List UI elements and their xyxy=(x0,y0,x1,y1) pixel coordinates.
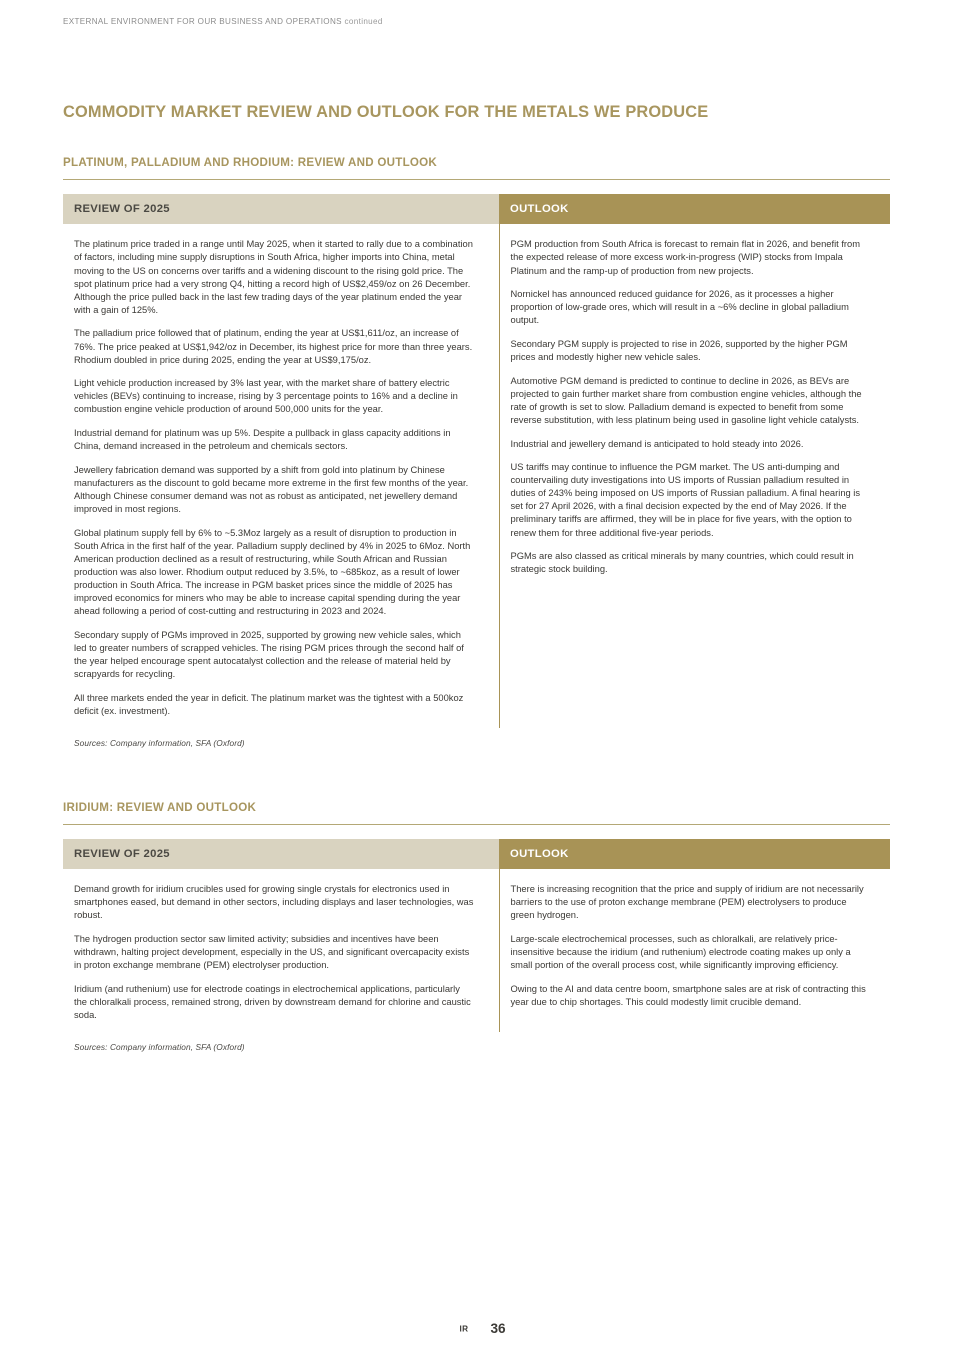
table-header-row xyxy=(63,839,890,869)
paragraph: The palladium price followed that of platinum, ending the year at US$1,611/oz, an increase of 76%. The price peaked at US$1,942/oz in December, its highest price for more than three years. Rhodium doubled in price during 2025, ending the year at US$9,175/oz. xyxy=(74,328,473,365)
paragraph: PGM production from South Africa is forecast to remain flat in 2026, and benefit from the expected release of more excess work-in-progress (WIP) stocks from Impala Platinum and the ramp-up of production from new projects. xyxy=(510,239,861,276)
pgm-table xyxy=(63,194,890,727)
paragraph: Global platinum supply fell by 6% to ~5.3Moz largely as a result of disruption to production in South Africa in the first half of the year. Palladium supply declined by 4% in 2025 to 6Moz. North American production declined as a result of restructuring, while South African and Russian production was also lower. Rhodium output reduced by 3.5%, to ~685koz, as a result of lower production in South Africa. The increase in PGM basket prices since the middle of 2025 has improved economics for miners who may be able to increase capital spending during the year ahead following a period of cost-cutting and restructuring in 2023 and 2024. xyxy=(74,527,471,617)
paragraph: Secondary supply of PGMs improved in 2025, supported by growing new vehicle sales, which led to greater numbers of scrapped vehicles. The rising PGM prices through the second half of the year helped encourage spent autocatalyst collection and the release of material held by scrapyards for recycling. xyxy=(74,629,464,680)
running-header xyxy=(63,17,383,26)
pgm-header-review: REVIEW OF 2025 xyxy=(63,194,499,224)
pgm-review-cell xyxy=(63,224,499,727)
section-title-iridium: IRIDIUM: REVIEW AND OUTLOOK xyxy=(63,800,257,814)
pgm-sources: Sources: Company information, SFA (Oxford) xyxy=(74,737,245,748)
paragraph: Automotive PGM demand is predicted to continue to decline in 2026, as BEVs are projected to gain further market share from combustion engine vehicles, although the rate of growth is set to slow. Palladium demand is expected to benefit from some reverse substitution, with less platinum being used in gasoline light vehicle catalysts. xyxy=(510,375,862,425)
paragraph: Light vehicle production increased by 3% last year, with the market share of battery electric vehicles (BEVs) continuing to increase, rising by 3 percentage points to 16% and a decline in combustion engine vehicle production of around 500,000 units for the year. xyxy=(74,378,458,415)
paragraph: Demand growth for iridium crucibles used for growing single crystals for electronics used in smartphones eased, but demand in other sectors, including displays and laser technologies, was robust. xyxy=(74,884,474,921)
iridium-header-review: REVIEW OF 2025 xyxy=(63,839,499,869)
pgm-header-outlook: OUTLOOK xyxy=(499,194,890,224)
paragraph: PGMs are also classed as critical minerals by many countries, which could result in strategic stock building. xyxy=(510,551,854,575)
iridium-table xyxy=(63,839,890,1032)
paragraph: Industrial and jewellery demand is anticipated to hold steady into 2026. xyxy=(510,438,804,449)
paragraph: There is increasing recognition that the price and supply of iridium are not necessarily barriers to the use of proton exchange membrane (PEM) electrolysers to produce green hydrogen. xyxy=(510,884,864,921)
pgm-outlook-cell xyxy=(499,224,890,727)
paragraph: Jewellery fabrication demand was supported by a shift from gold into platinum by Chinese manufacturers as the discount to gold became more extreme in the first few months of the year. Although Chinese consumer demand was not as robust as anticipated, net jewellery demand improved in most regions. xyxy=(74,464,469,514)
iridium-outlook-cell xyxy=(499,869,890,1032)
paragraph: Nornickel has announced reduced guidance for 2026, as it processes a higher proportion of low-grade ores, which will result in a ~6% decline in global palladium output. xyxy=(510,289,849,326)
page-title: COMMODITY MARKET REVIEW AND OUTLOOK FOR THE METALS WE PRODUCE xyxy=(63,103,709,121)
paragraph: US tariffs may continue to influence the PGM market. The US anti-dumping and countervailing duty investigations into US imports of Russian palladium resulted in duties of 243% being imposed on US imports of Russian palladium. A final hearing is set for 27 April 2026, with a final decision expected by the end of May 2026. If the preliminary tariffs are affirmed, they will be in place for five years, with the option to renew them for three additional five-year periods. xyxy=(510,462,861,538)
running-header-text: EXTERNAL ENVIRONMENT FOR OUR BUSINESS AND OPERATIONS xyxy=(63,17,342,26)
table-body-row xyxy=(63,224,890,727)
paragraph: Secondary PGM supply is projected to rise in 2026, supported by the higher PGM prices and modestly higher new vehicle sales. xyxy=(510,338,848,363)
paragraph: Iridium (and ruthenium) use for electrode coatings in electrochemical applications, particularly the chloralkali process, remained strong, driven by downstream demand for chlorine and caustic soda. xyxy=(74,983,471,1020)
table-body-row xyxy=(63,869,890,1032)
iridium-sources: Sources: Company information, SFA (Oxford) xyxy=(74,1041,245,1052)
running-header-continued: continued xyxy=(341,17,383,26)
report-code: IR xyxy=(459,1324,469,1334)
table-header-row xyxy=(63,194,890,224)
iridium-review-cell xyxy=(63,869,499,1032)
paragraph: The hydrogen production sector saw limited activity; subsidies and incentives have been withdrawn, halting project development, especially in the US, and significant overcapacity exists in proton exchange membrane (PEM) electrolyser production. xyxy=(74,933,470,971)
iridium-header-outlook: OUTLOOK xyxy=(499,839,890,869)
paragraph: The platinum price traded in a range until May 2025, when it started to rally due to a combination of factors, including mine supply disruptions in South Africa, higher imports into China, metal moving to the US on concerns over tariffs and a widening discount to the rising gold price. The spot platinum price had a very strong Q4, hitting a record high of US$2,459/oz on 26 December. Although the price pulled back in the last few trading days of the year platinum ended the year with a gain of 125%. xyxy=(74,239,473,315)
section-title-pgm: PLATINUM, PALLADIUM AND RHODIUM: REVIEW AND OUTLOOK xyxy=(63,156,438,170)
paragraph: Owing to the AI and data centre boom, smartphone sales are at risk of contracting this year due to chip shortages. This could modestly limit crucible demand. xyxy=(510,983,866,1007)
page-content xyxy=(63,103,890,1052)
page-footer xyxy=(0,1320,965,1338)
paragraph: Large-scale electrochemical processes, such as chloralkali, are relatively price-insensitive because the iridium (and ruthenium) electrode coating makes up only a small portion of the overall process cost, while significantly improving efficiency. xyxy=(510,933,851,971)
paragraph: All three markets ended the year in deficit. The platinum market was the tightest with a 500koz deficit (ex. investment). xyxy=(74,692,464,716)
paragraph: Industrial demand for platinum was up 5%. Despite a pullback in glass capacity additions in China, demand increased in the petroleum and chemicals sectors. xyxy=(74,428,451,452)
page-number: 36 xyxy=(490,1321,506,1337)
